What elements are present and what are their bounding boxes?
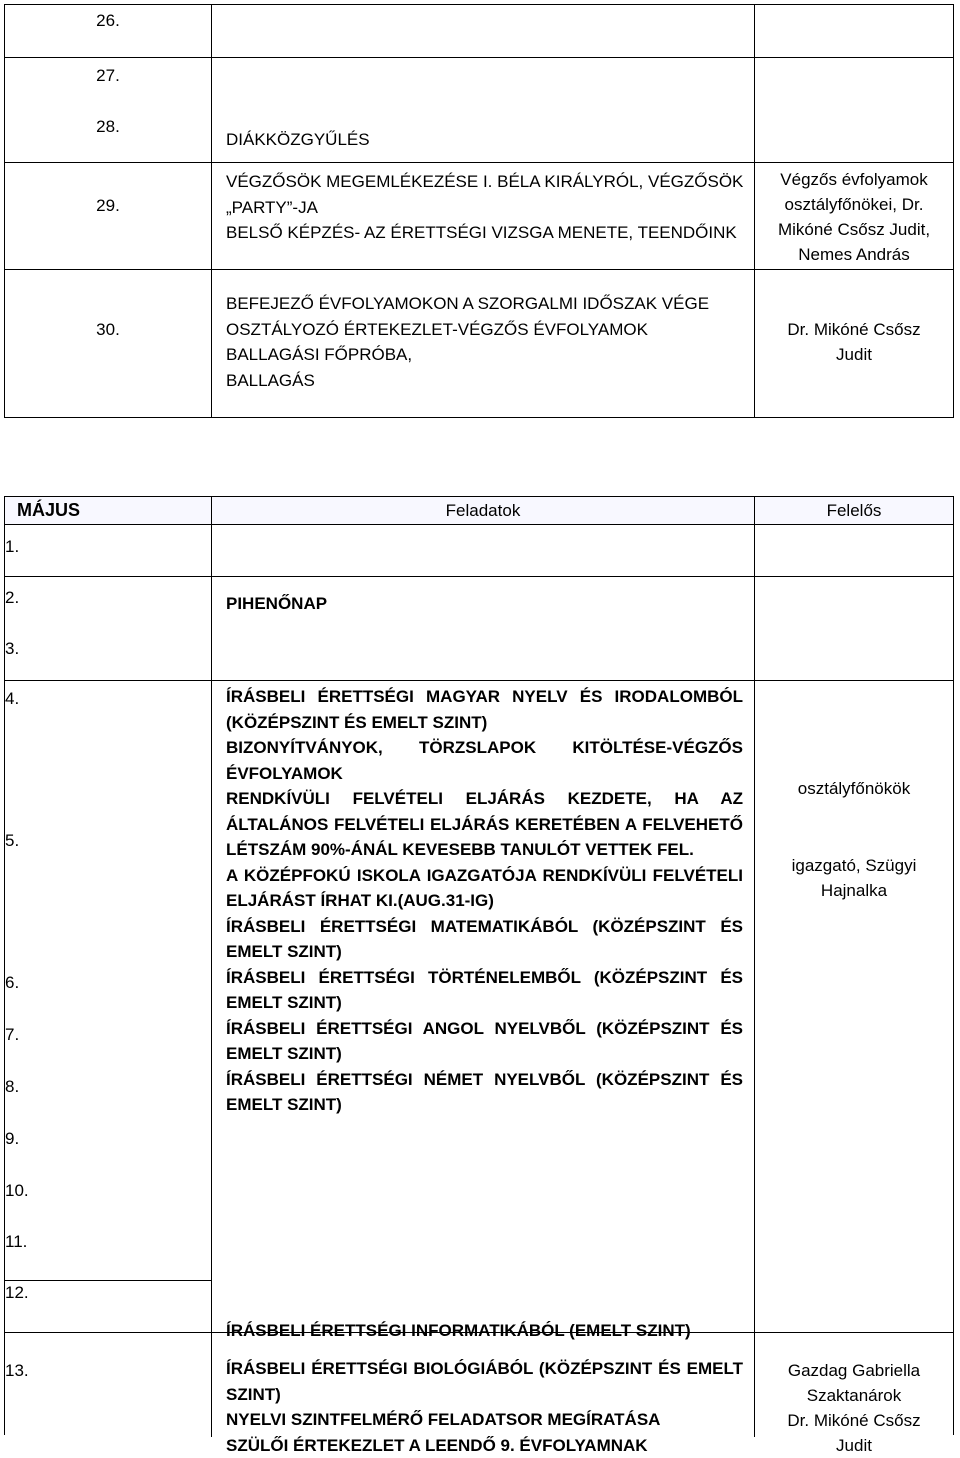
day-number: 13. xyxy=(5,1361,29,1380)
table-row xyxy=(5,58,953,110)
responsible-text: igazgató, Szügyi xyxy=(791,856,917,875)
task-text: VÉGZŐSÖK MEGEMLÉKEZÉSE I. BÉLA KIRÁLYRÓL, VÉGZŐSÖK „PARTY”-JA BELSŐ KÉPZÉS- AZ ÉRETTSÉGI VIZSGA MENETE, TEENDŐINK xyxy=(226,172,744,242)
task-text: ÍRÁSBELI ÉRETTSÉGI BIOLÓGIÁBÓL (KÖZÉPSZINT ÉS EMELT SZINT) NYELVI SZINTFELMÉRŐ FELADATSOR MEGÍRATÁSA SZÜLŐI ÉRTEKEZLET A LEENDŐ 9. ÉVFOLYAMNAK xyxy=(226,1359,743,1455)
table-row xyxy=(5,5,953,58)
task-text: ÍRÁSBELI ÉRETTSÉGI MAGYAR NYELV ÉS IRODALOMBÓL (KÖZÉPSZINT ÉS EMELT SZINT) BIZONYÍTVÁNYOK, TÖRZSLAPOK KITÖLTÉSE-VÉGZŐS ÉVFOLYAMOK RENDKÍVÜLI FELVÉTELI ELJÁRÁS KEZDETE, HA AZ ÁLTALÁNOS FELVÉTELI ELJÁRÁS KERETÉBEN A FELVEHETŐ LÉTSZÁM 90%-ÁNÁL KEVESEBB TANULÓT VETTEK FEL. A KÖZÉPFOKÚ ISKOLA IGAZGATÓJA RENDKÍVÜLI FELVÉTELI ELJÁRÁST ÍRHAT KI.(AUG.31-IG) ÍRÁSBELI ÉRETTSÉGI MATEMATIKÁBÓL (KÖZÉPSZINT ÉS EMELT SZINT) ÍRÁSBELI ÉRETTSÉGI TÖRTÉNELEMBŐL (KÖZÉPSZINT ÉS EMELT SZINT) ÍRÁSBELI ÉRETTSÉGI ANGOL NYELVBŐL (KÖZÉPSZINT ÉS EMELT SZINT) ÍRÁSBELI ÉRETTSÉGI NÉMET NYELVBŐL (KÖZÉPSZINT ÉS EMELT SZINT) xyxy=(226,687,743,1114)
day-number: 3. xyxy=(5,639,20,658)
day-number: 5. xyxy=(5,831,20,850)
responsible-text: Dr. Mikóné Csősz Judit xyxy=(787,320,921,364)
day-number: 28. xyxy=(96,117,120,136)
responsible-text: Gazdag Gabriella Szaktanárok Dr. Mikóné Csősz Judit xyxy=(787,1361,921,1455)
day-number: 9. xyxy=(5,1129,20,1148)
day-number: 11. xyxy=(5,1232,28,1251)
day-number: 12. xyxy=(5,1283,29,1302)
table-body xyxy=(5,525,953,1455)
day-number: 10. xyxy=(5,1181,29,1200)
day-number: 1. xyxy=(5,537,20,556)
responsible-text: osztályfőnökök xyxy=(797,779,911,798)
day-number: 6. xyxy=(5,973,20,992)
table-row xyxy=(5,162,953,269)
month-header: MÁJUS xyxy=(17,500,81,520)
task-text: DIÁKKÖZGYŰLÉS xyxy=(226,130,370,149)
table-header xyxy=(5,497,953,525)
day-number: 26. xyxy=(96,11,120,30)
responsible-text: Végzős évfolyamok osztályfőnökei, Dr. Mikóné Csősz Judit, Nemes András xyxy=(777,170,931,264)
table-row xyxy=(5,269,953,418)
day-number: 7. xyxy=(5,1025,20,1044)
task-text: BEFEJEZŐ ÉVFOLYAMOKON A SZORGALMI IDŐSZAK VÉGE OSZTÁLYOZÓ ÉRTEKEZLET-VÉGZŐS ÉVFOLYAMOK BALLAGÁSI FŐPRÓBA, BALLAGÁS xyxy=(226,294,710,390)
day-number: 4. xyxy=(5,689,20,708)
tasks-header: Feladatok xyxy=(445,501,521,520)
day-number: 27. xyxy=(96,66,120,85)
responsible-text: Hajnalka xyxy=(820,881,888,900)
responsible-header: Felelős xyxy=(826,501,882,520)
day-number: 29. xyxy=(96,196,120,215)
day-number: 8. xyxy=(5,1077,20,1096)
schedule-table-may xyxy=(4,496,954,1455)
task-text: PIHENŐNAP xyxy=(226,594,328,613)
day-number: 30. xyxy=(96,320,120,339)
task-text: ÍRÁSBELI ÉRETTSÉGI INFORMATIKÁBÓL (EMELT SZINT) xyxy=(226,1321,691,1340)
schedule-table-april xyxy=(4,4,954,418)
day-number: 2. xyxy=(5,588,20,607)
table-row xyxy=(5,110,953,162)
